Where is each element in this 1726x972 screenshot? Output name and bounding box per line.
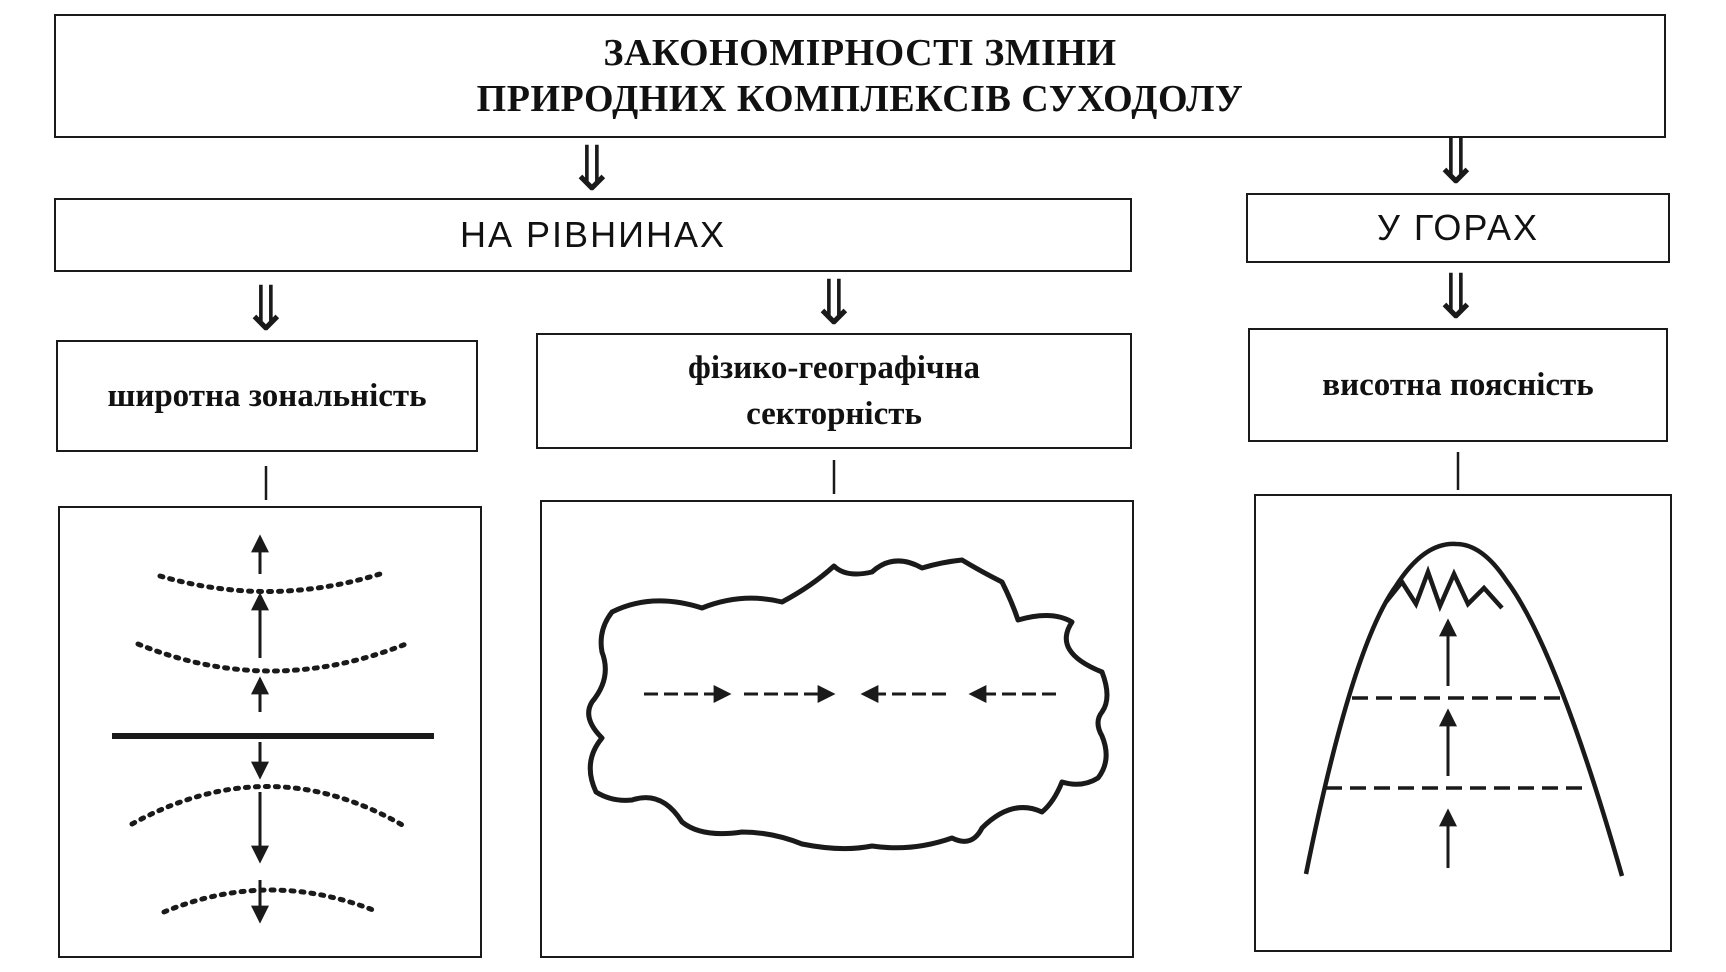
plains-branch-label: НА РІВНИНАХ: [460, 214, 726, 255]
latitudinal-zonality-box: [56, 340, 478, 452]
mountains-branch-box: [1246, 193, 1670, 263]
diagram-title-line-1: ЗАКОНОМІРНОСТІ ЗМІНИ: [603, 32, 1117, 74]
zone-boundary-south-2: [164, 890, 378, 912]
zone-boundary-north-2: [160, 574, 380, 592]
zone-boundary-south-1: [132, 786, 404, 826]
arrow-plains-to-sectorality: ⇓: [808, 266, 860, 339]
diagram-title-box: [54, 14, 1666, 138]
sectorality-label-line-1: фізико-географічна: [687, 350, 980, 386]
arrow-title-to-plains: ⇓: [566, 132, 618, 205]
sectorality-panel: [540, 500, 1134, 958]
plains-branch-box: [54, 198, 1132, 272]
latitudinal-zonality-label: широтна зональність: [107, 378, 427, 414]
diagram-title-line-2: ПРИРОДНИХ КОМПЛЕКСІВ СУХОДОЛУ: [476, 78, 1244, 120]
arrow-title-to-mountains: ⇓: [1430, 125, 1482, 198]
altitudinal-zonation-box: [1248, 328, 1668, 442]
arrow-plains-to-zonality: ⇓: [240, 272, 292, 345]
latitudinal-zonality-panel: [58, 506, 482, 958]
sectorality-label-line-2: секторність: [746, 396, 922, 432]
mountains-branch-label: У ГОРАХ: [1377, 207, 1539, 248]
arrow-mountains-to-zonation: ⇓: [1430, 260, 1482, 333]
altitudinal-zonation-label: висотна поясність: [1322, 367, 1594, 403]
sectorality-box: [536, 333, 1132, 449]
zone-boundary-north-1: [138, 644, 406, 671]
altitudinal-zonation-panel: [1254, 494, 1672, 952]
continent-outline: [589, 560, 1107, 849]
